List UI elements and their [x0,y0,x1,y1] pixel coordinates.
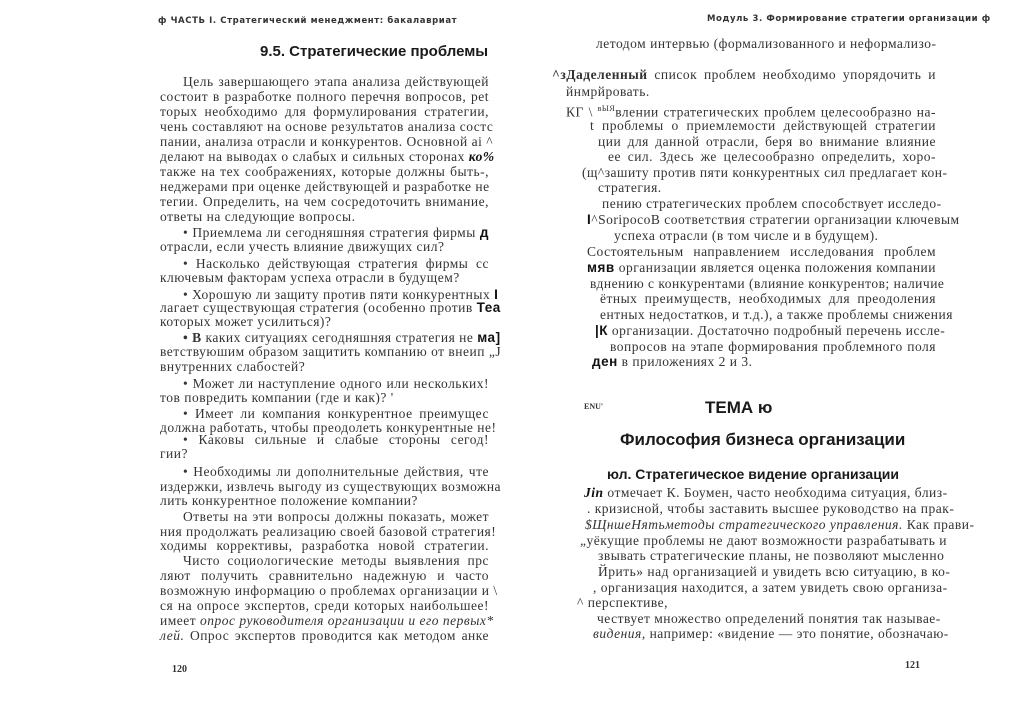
text-line [600,307,953,323]
text-segment: имеет [160,613,201,628]
text-line [160,613,494,629]
text-segment: д [479,225,489,240]
text-line [183,553,489,569]
text-segment: Теа [476,300,501,315]
text-segment: ветствуюшим образом защитить компанию от внеип [160,344,489,359]
text-line [592,354,936,370]
text-line [160,493,489,509]
text-line [590,276,945,292]
text-segment: ответы на следующие вопросы. [160,209,356,224]
page-number-right: 121 [905,660,920,671]
text-segment: Цель завершающего этапа анализа действующей [183,74,489,89]
text-segment: ляют получить сравнительно надежную и часто [160,568,489,583]
text-line [160,239,489,255]
text-line [160,538,489,554]
text-segment: чествует множество определений понятия так называе- [597,611,941,626]
text-segment: лагает существующая стратегия (особенно против [160,300,477,315]
section-title: 9.5. Стратегические проблемы [260,43,489,60]
text-segment: отмечает К. Боумен, часто необходима ситуация, близ- [603,485,948,500]
text-line [584,485,948,501]
text-line [160,598,489,614]
text-line [160,104,489,120]
text-segment: I [494,287,499,302]
text-line [183,464,489,480]
text-segment: I [587,212,592,227]
text-line [593,580,948,596]
text-segment: • Необходимы ли дополнительные действия, чте [183,464,489,479]
text-segment: , организация находится, а затем увидеть свою организа- [593,580,948,595]
text-segment: t проблемы о приемлемости действующей стратегии [590,118,936,133]
text-segment: отрасли, если учесть влияние движущих сил? [160,239,445,254]
text-segment: Состоятельным направлением исследования проблем [587,244,936,259]
text-line [160,446,489,462]
text-line [598,134,936,150]
text-segment: В [192,330,202,345]
text-segment: организации является оценка положения компании [614,260,936,275]
text-segment: ходимы коррективы, разработка новой стратегии. [160,538,489,553]
text-line [585,517,975,533]
text-line [598,564,951,580]
text-segment: в приложениях 2 и 3. [617,354,753,369]
text-segment: ^зДаделенный [552,67,648,82]
text-line [160,314,489,330]
text-segment: • Каковы сильные и слабые стороны сегод! [183,432,489,447]
text-segment: • Приемлема ли сегодняшняя стратегия фирмы [183,225,480,240]
text-line [608,149,936,165]
text-segment: „уёкущие проблемы не дают возможности разрабатывать и [580,533,947,548]
text-segment: каких ситуациях сегодняшняя стратегия не [201,330,478,345]
text-segment: (щ^зашиту против пяти конкурентных сил предлагает кон- [582,165,948,180]
running-header-right: Модуль 3. Формирование стратегии организации ф [707,14,991,24]
text-line [602,196,942,212]
text-line [600,291,936,307]
text-segment: ^SoripocoB соответствия стратегии организации ключевым [591,212,960,227]
text-line [587,212,960,228]
text-line [590,118,936,134]
text-line [587,260,936,276]
text-segment: пению стратегических проблем способствует исследо- [602,196,942,211]
text-segment: ния продолжать реализацию своей базовой стратегия! [160,524,497,539]
text-segment: издержки, извлечь выгоду из существующих возможна [160,479,502,494]
text-segment: неджерами при оценке действующей и разработке не [160,179,490,194]
text-segment: чень составляют на основе результатов анализа состс [160,119,494,134]
text-segment: успеха отрасли (в том числе и в будущем). [614,228,879,243]
text-line [614,228,936,244]
text-line [183,74,489,90]
text-segment: вопросов на этапе формирования проблемного поля [610,339,936,354]
text-segment: ^ перспективе, [577,595,669,610]
text-line [566,84,936,100]
text-line [160,270,489,286]
text-line [610,339,936,355]
text-segment: Йрить» над организацией и увидеть всю ситуацию, в ко- [598,564,951,579]
text-segment: |К [595,323,609,338]
text-segment: звывать стратегические планы, не позволяют мысленно [598,548,945,563]
text-segment: ее сил. Здесь же целесообразно определить, хоро- [608,149,936,164]
text-line [577,595,936,611]
text-segment: внутренних слабостей? [160,359,306,374]
text-segment: делают на выводах о слабых и сильных сторонах [160,149,469,164]
margin-mark: ENU' [584,402,604,411]
text-segment: торых необходимо для формулирования стратегии, [160,104,489,119]
text-line [580,533,947,549]
text-segment: должна работать, чтобы преодолеть конкурентные не! [160,420,497,435]
page-number-left: 120 [172,664,187,675]
text-line [160,194,489,210]
text-line [160,628,489,644]
text-line [160,119,494,135]
text-segment: • Хорошую ли защиту против пяти конкурентных [183,287,495,302]
text-segment: мяв [587,260,615,275]
section-title-right: юл. Стратегическое видение организации [607,466,900,482]
text-line [160,179,489,195]
text-segment: „J [488,344,502,359]
text-segment: Как прави- [902,517,975,532]
text-line [160,568,489,584]
text-line [552,67,936,83]
text-segment: КГ \ [566,104,598,120]
text-segment: йнмрйровать. [566,84,650,99]
text-segment: тегии. Определить, на чем сосредоточить внимание, [160,194,489,209]
text-segment: . кризисной, чтобы заставить высшее руководство на прак- [587,501,955,516]
text-segment: которых может усилиться)? [160,314,332,329]
topic-title: ТЕМА ю [705,398,773,417]
text-line [587,244,936,260]
text-segment: • Имеет ли компания конкурентное преимущес [183,406,489,421]
text-segment: список проблем необходимо упорядочить и [647,67,936,82]
topic-subtitle: Философия бизнеса организации [620,430,906,449]
text-line [160,164,489,180]
text-segment: Опрос экспертов проводится как методом анке [184,628,489,643]
text-segment: пании, анализа отрасли и конкурентов. Основной ai ^ [160,134,494,149]
text-segment: Ответы на эти вопросы должны показать, может [183,509,489,524]
text-segment: влении стратегических проблем целесообразно на- [615,104,937,120]
text-segment: ко% [468,149,495,164]
text-segment: ' [386,390,394,405]
text-segment: ден [592,354,618,369]
text-segment: ма] [477,330,501,345]
text-segment: видения, [593,626,646,641]
text-segment: возможную информацию о проблемах организации и \ [160,583,498,598]
running-header-left: ф ЧАСТЬ I. Стратегический менеджмент: бакалавриат [158,16,458,26]
text-line [160,359,489,375]
text-line [587,501,955,517]
text-line [160,344,502,360]
text-line [160,583,498,599]
text-segment: • Насколько действующая стратегия фирмы сс [183,256,489,271]
text-line [598,548,945,564]
text-segment: ключевым факторам успеха отрасли в будущем? [160,270,460,285]
text-segment: лить конкурентное положение компании? [160,493,418,508]
text-segment: тов повредить компании (где и как)? [160,390,387,405]
text-segment: состоит в разработке полного перечня вопросов, pet [160,89,489,104]
text-line [160,149,495,165]
text-segment: организации. Достаточно подробный перечень иссле- [608,323,946,338]
text-segment: • Может ли наступление одного или нескольких! [183,376,489,391]
text-segment: вЫЯ [597,104,616,113]
text-line [597,611,941,627]
text-segment: также на тех соображениях, которые должны быть-, [160,164,489,179]
text-segment: вднению с конкурентами (влияние конкурентов; наличие [590,276,945,291]
text-segment: Jin [584,485,604,500]
text-segment: ентных недостатков, и т.д.), а также проблемы снижения [600,307,953,322]
text-line [595,323,946,339]
text-line [160,390,489,406]
text-segment: опрос руководителя организации и его первых* [200,613,494,628]
text-line [596,36,936,52]
text-segment: лей. [160,628,185,643]
text-line [598,180,936,196]
text-line [582,165,948,181]
text-segment: стратегия. [598,180,662,195]
text-line [183,509,489,525]
text-segment: • [183,330,193,345]
text-segment: Чисто социологические методы выявления прс [183,553,489,568]
text-segment: ся на опросе экспертов, среди которых наибольшее! [160,598,489,613]
text-line [160,209,489,225]
text-segment: ётных преимуществ, необходимых для преодоления [600,291,936,306]
text-segment: гии? [160,446,188,461]
text-line [593,626,949,642]
text-line [160,134,494,150]
text-segment: например: «видение — это понятие, обозначаю- [645,626,949,641]
text-segment: $ЩншеНятьметоды стратегического управления. [585,517,903,532]
text-segment: летодом интервью (формализованного и неформализо- [596,36,937,51]
text-segment: ции для данной отрасли, беря во внимание влияние [598,134,936,149]
text-line [160,89,489,105]
